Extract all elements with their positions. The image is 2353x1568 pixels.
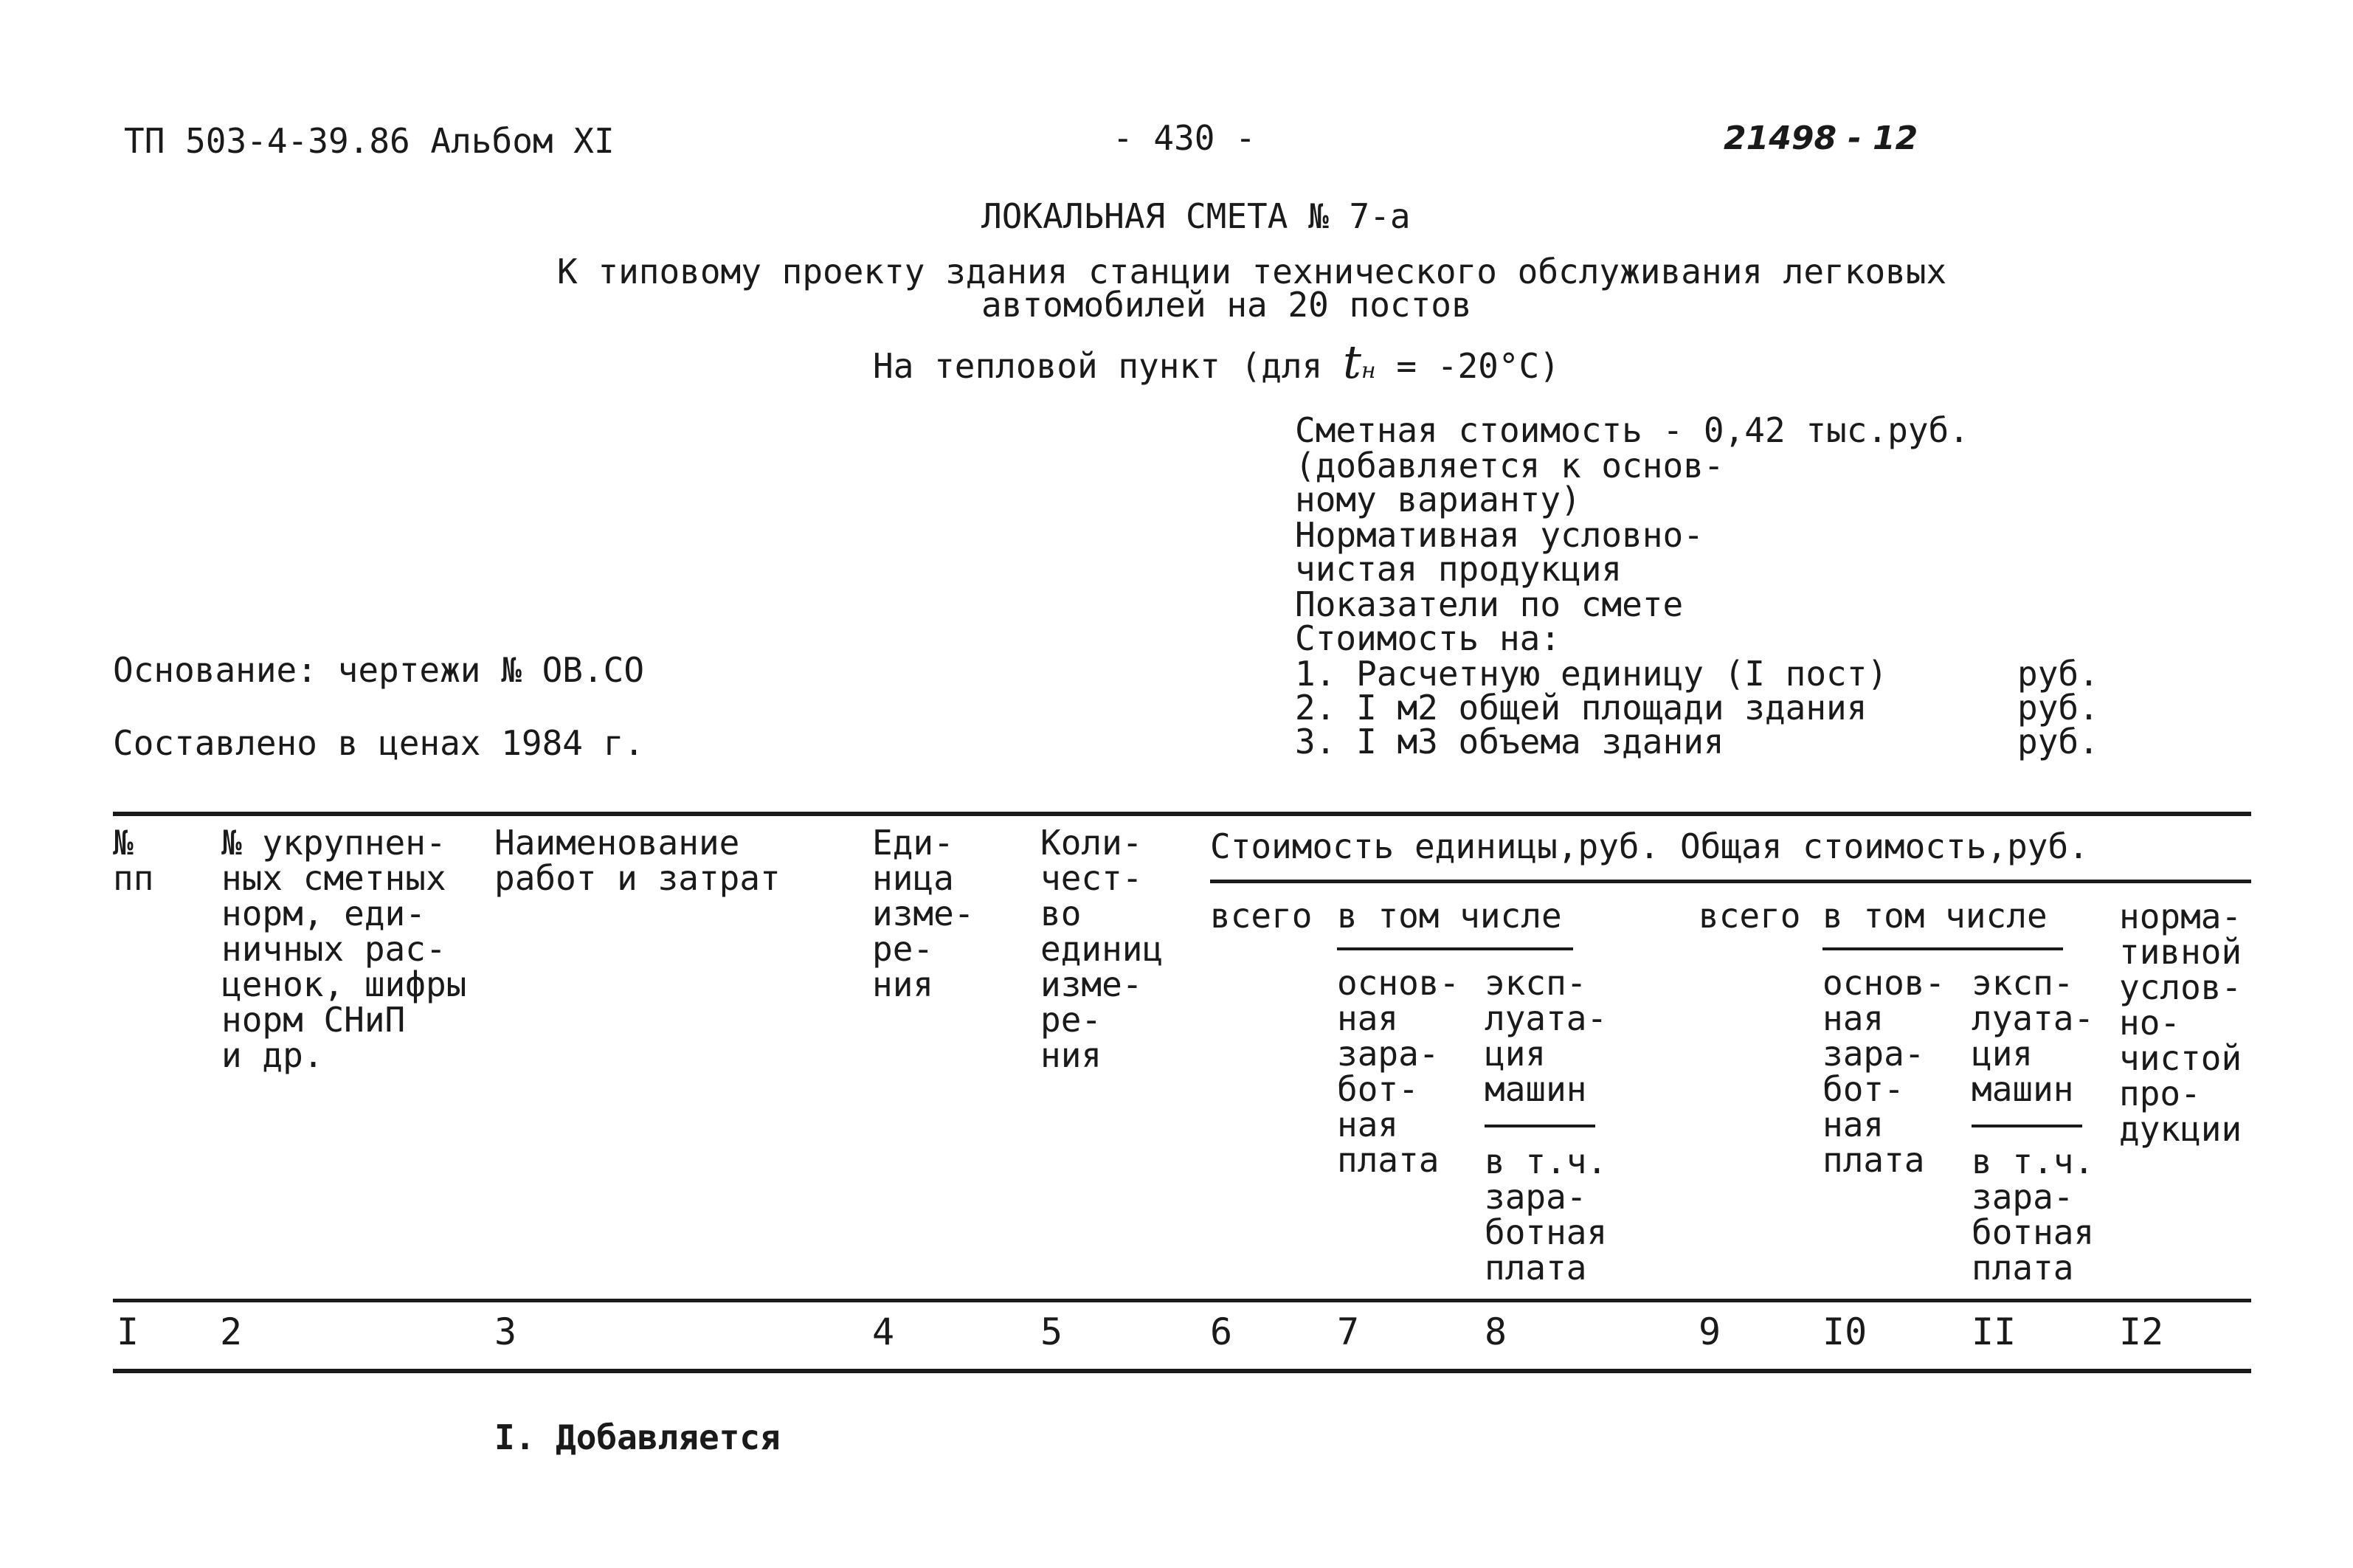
unit-machines-wage-header: в т.ч. зара- ботная плата <box>1485 1142 1608 1288</box>
col-number-6: 6 <box>1210 1310 1233 1353</box>
basis-line: Основание: чертежи № ОВ.СО <box>113 650 645 690</box>
summary-unit-3: руб. <box>2017 722 2099 761</box>
temperature-symbol: t <box>1342 335 1361 389</box>
total-machines-wage-header: в т.ч. зара- ботная плата <box>1972 1142 2095 1288</box>
subtitle-line-3-prefix: На тепловой пункт (для <box>873 346 1323 386</box>
cost-group-rule <box>1210 880 2251 883</box>
temperature-subscript: н <box>1361 358 1376 384</box>
subtitle-line-1: К типовому проекту здания станции технического обслуживания легковых <box>557 252 1947 291</box>
cost-group-header: Стоимость единицы,руб. Общая стоимость,руб. <box>1210 826 2089 866</box>
unit-incl-header: в том числе <box>1337 896 1562 936</box>
total-machines-header: эксп- луата- ция машин <box>1972 963 2095 1109</box>
col-number-9: 9 <box>1699 1310 1721 1353</box>
handwritten-stamp: 21498 - 12 <box>1724 120 1918 157</box>
summary-line-9: 2. I м2 общей площади здания <box>1295 688 1867 728</box>
col-number-2: 2 <box>220 1310 243 1353</box>
summary-line-6: Показатели по смете <box>1295 584 1684 624</box>
col-4-header: Еди- ница изме- ре- ния <box>872 823 975 1004</box>
col-2-header: № укрупнен- ных сметных норм, еди- ничных рас- ценок, шифры норм СНиП и др. <box>221 823 467 1075</box>
numbers-bottom-rule <box>113 1369 2251 1373</box>
prices-line: Составлено в ценах 1984 г. <box>113 723 645 763</box>
summary-line-3: ному варианту) <box>1295 480 1581 519</box>
estimate-title: ЛОКАЛЬНАЯ СМЕТА № 7-а <box>981 196 1411 236</box>
summary-unit-1: руб. <box>2017 654 2099 694</box>
total-incl-header: в том числе <box>1822 896 2048 936</box>
subtitle-line-3-suffix: = -20°C) <box>1396 346 1560 386</box>
summary-line-4: Нормативная условно- <box>1295 515 1704 555</box>
table-top-rule <box>113 812 2251 816</box>
doc-reference: ТП 503-4-39.86 Альбом XI <box>124 121 615 161</box>
col-number-4: 4 <box>872 1310 895 1353</box>
col-3-header: Наименование работ и затрат <box>494 823 781 898</box>
unit-total-header: всего <box>1210 896 1313 936</box>
unit-base-wage-header: основ- ная зара- бот- ная плата <box>1337 963 1460 1180</box>
col-1-header: № пп <box>113 823 154 898</box>
col-number-1: I <box>117 1310 139 1353</box>
unit-mach-rule <box>1485 1125 1595 1127</box>
summary-unit-2: руб. <box>2017 688 2099 728</box>
col-12-header: норма- тивной услов- но- чистой про- дукции <box>2119 897 2242 1149</box>
subtitle-line-2: автомобилей на 20 постов <box>981 285 1472 325</box>
summary-line-7: Стоимость на: <box>1295 618 1561 658</box>
col-number-12: I2 <box>2119 1310 2164 1353</box>
col-number-11: II <box>1972 1310 2017 1353</box>
section-heading: I. Добавляется <box>494 1417 781 1457</box>
total-total-header: всего <box>1699 896 1801 936</box>
total-incl-rule <box>1822 947 2063 950</box>
summary-line-5: чистая продукция <box>1295 549 1623 589</box>
page-number: - 430 - <box>1113 118 1256 158</box>
subtitle-line-3 <box>873 335 1560 389</box>
summary-line-1: Сметная стоимость - 0,42 тыс.руб. <box>1295 410 1969 450</box>
col-number-5: 5 <box>1040 1310 1063 1353</box>
total-mach-rule <box>1972 1125 2082 1127</box>
summary-line-2: (добавляется к основ- <box>1295 446 1724 486</box>
col-number-10: I0 <box>1822 1310 1867 1353</box>
total-base-wage-header: основ- ная зара- бот- ная плата <box>1822 963 1946 1180</box>
col-number-8: 8 <box>1485 1310 1507 1353</box>
col-number-3: 3 <box>494 1310 517 1353</box>
header-bottom-rule <box>113 1299 2251 1302</box>
summary-line-10: 3. I м3 объема здания <box>1295 722 1724 761</box>
summary-line-8: 1. Расчетную единицу (I пост) <box>1295 654 1888 694</box>
col-5-header: Коли- чест- во единиц изме- ре- ния <box>1040 823 1164 1075</box>
unit-incl-rule <box>1337 947 1573 950</box>
unit-machines-header: эксп- луата- ция машин <box>1485 963 1608 1109</box>
col-number-7: 7 <box>1337 1310 1360 1353</box>
